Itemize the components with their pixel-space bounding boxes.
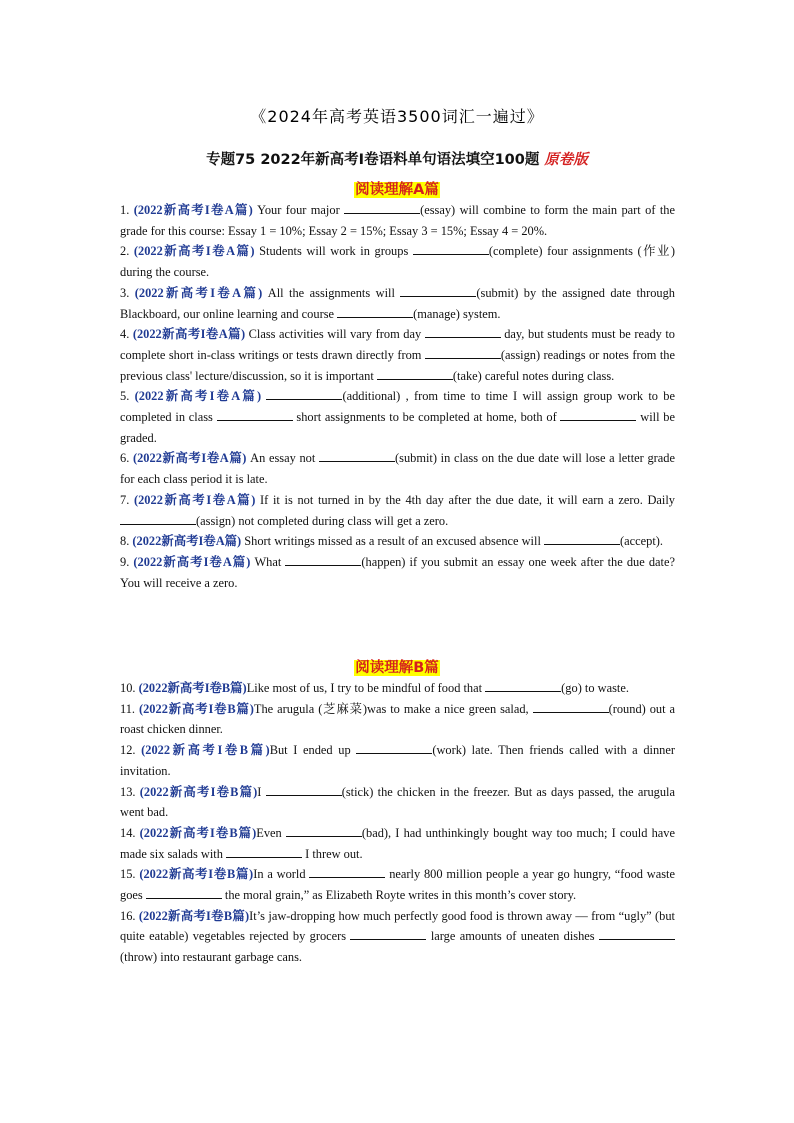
question-number: 12.	[120, 743, 136, 758]
question-number: 14.	[120, 825, 136, 840]
question-item	[120, 241, 675, 282]
question-source: (2022新高考I卷B篇)	[139, 867, 254, 882]
question-item	[120, 678, 675, 699]
answer-blank[interactable]	[350, 927, 426, 940]
question-number: 1.	[120, 203, 130, 217]
question-text: (accept).	[620, 534, 663, 549]
question-text: Students will work in groups	[254, 244, 413, 259]
question-text: All the assignments will	[262, 285, 401, 300]
question-text: large amounts of uneaten dishes	[426, 929, 599, 944]
answer-blank[interactable]	[485, 679, 561, 692]
question-text: (work) late. Then friends called with a dinner invitation.	[120, 743, 675, 778]
answer-blank[interactable]	[599, 927, 675, 940]
subtitle-version: 原卷版	[544, 152, 588, 168]
answer-blank[interactable]	[319, 449, 395, 462]
question-item	[120, 823, 675, 864]
question-number: 15.	[120, 867, 136, 882]
question-item	[120, 283, 675, 324]
question-item	[120, 864, 675, 905]
question-text: I threw out.	[302, 846, 363, 861]
document-title: 《2024年高考英语3500词汇一遍过》	[250, 107, 544, 126]
answer-blank[interactable]	[400, 284, 476, 297]
question-source: (2022新高考I卷A篇)	[132, 534, 242, 549]
question-number: 3.	[120, 285, 130, 300]
question-text: will be graded.	[120, 410, 675, 445]
question-item	[120, 552, 675, 593]
question-text: (stick) the chicken in the freezer. But as days passed, the arugula went bad.	[120, 784, 675, 820]
question-text: (take) careful notes during class.	[452, 368, 615, 383]
answer-blank[interactable]	[533, 700, 609, 713]
question-text: (happen) if you submit an essay one week after the due date? You will receive a zero.	[120, 554, 675, 590]
question-item	[120, 740, 675, 781]
section-heading-b: 阅读理解B篇	[355, 660, 439, 676]
section-b-questions	[120, 678, 675, 968]
question-text: An essay not	[246, 451, 319, 466]
answer-blank[interactable]	[226, 845, 302, 858]
question-item	[120, 782, 675, 823]
question-item	[120, 531, 675, 552]
question-source: (2022新高考I卷A篇)	[132, 327, 246, 342]
question-item	[120, 448, 675, 489]
question-number: 10.	[120, 681, 136, 695]
question-text: I	[257, 784, 266, 799]
question-text: the moral grain,” as Elizabeth Royte writes in this month’s cover story.	[221, 888, 577, 903]
subtitle-main: 专题75 2022年新高考I卷语料单句语法填空100题	[206, 152, 545, 168]
question-text: In a world	[253, 867, 310, 882]
question-text: (additional) , from time to time I will assign group work to be completed in class	[120, 389, 675, 425]
question-source: (2022新高考I卷B篇)	[138, 908, 250, 923]
answer-blank[interactable]	[266, 387, 342, 400]
answer-blank[interactable]	[560, 408, 636, 421]
question-text: What	[250, 554, 286, 569]
answer-blank[interactable]	[286, 824, 362, 837]
question-text: (manage) system.	[413, 306, 501, 321]
question-text: day, but students must be ready to complete short in-class writings or tests drawn directly from	[120, 327, 676, 362]
question-source: (2022新高考I卷A篇)	[134, 285, 263, 300]
answer-blank[interactable]	[413, 242, 489, 255]
question-text: nearly 800 million people a year go hungry, “food waste goes	[120, 867, 675, 903]
question-text: It’s jaw-dropping how much perfectly good food is thrown away — from “ugly” (but quite eatable) vegetables rejected by grocers	[120, 908, 675, 944]
question-source: (2022新高考I卷A篇)	[133, 203, 253, 217]
question-text: (round) out a roast chicken dinner.	[120, 701, 675, 737]
section-heading-a: 阅读理解A篇	[355, 182, 439, 198]
question-number: 11.	[120, 701, 136, 716]
answer-blank[interactable]	[217, 408, 293, 421]
answer-blank[interactable]	[120, 512, 196, 525]
question-text: Your four major	[252, 203, 345, 217]
question-text: (throw) into restaurant garbage cans.	[120, 950, 302, 965]
question-source: (2022新高考I卷A篇)	[133, 492, 256, 507]
answer-blank[interactable]	[309, 865, 385, 878]
question-text: Short writings missed as a result of an excused absence will	[241, 534, 544, 549]
question-source: (2022新高考I卷B篇)	[141, 743, 270, 758]
question-number: 16.	[120, 908, 136, 923]
question-item	[120, 386, 675, 448]
question-source: (2022新高考I卷B篇)	[139, 784, 258, 799]
answer-blank[interactable]	[377, 367, 453, 380]
answer-blank[interactable]	[356, 741, 432, 754]
answer-blank[interactable]	[266, 783, 342, 796]
question-number: 8.	[120, 534, 130, 549]
question-source: (2022新高考I卷A篇)	[132, 451, 247, 466]
question-text: (assign) not completed during class will get a zero.	[196, 513, 449, 528]
question-text: Even	[256, 825, 286, 840]
question-text: short assignments to be completed at home, both of	[292, 410, 561, 425]
question-item	[120, 699, 675, 740]
question-text: (assign) readings or notes from the previous class' lecture/discussion, so it is important	[120, 347, 675, 383]
question-number: 13.	[120, 784, 136, 799]
question-text: If it is not turned in by the 4th day after the due date, it will earn a zero. Daily	[255, 492, 675, 507]
question-text: (bad), I had unthinkingly bought way too much; I could have made six salads with	[120, 825, 675, 861]
question-text: The arugula (芝麻菜)was to make a nice green salad,	[253, 701, 533, 716]
answer-blank[interactable]	[425, 346, 501, 359]
question-number: 4.	[120, 327, 130, 342]
document-subtitle	[0, 148, 794, 169]
question-text: But I ended up	[269, 743, 357, 758]
question-text: (submit) by the assigned date through Blackboard, our online learning and course	[120, 285, 675, 321]
question-source: (2022新高考I卷B篇)	[138, 681, 247, 695]
question-text: Class activities will vary from day	[245, 327, 425, 342]
answer-blank[interactable]	[337, 305, 413, 318]
answer-blank[interactable]	[544, 532, 620, 545]
question-source: (2022新高考I卷A篇)	[133, 554, 251, 569]
question-source: (2022新高考I卷B篇)	[139, 825, 257, 840]
question-item	[120, 490, 675, 531]
question-text: (complete) four assignments (作业) during the course.	[120, 244, 675, 280]
question-text: (essay) will combine to form the main part of the grade for this course: Essay 1 = 10%; Essay 2 = 15%; Essay 3 = 15%; Essay 4 = 20%.	[120, 203, 675, 238]
answer-blank[interactable]	[285, 553, 361, 566]
question-number: 6.	[120, 451, 130, 466]
question-item	[120, 324, 675, 386]
question-source: (2022新高考I卷A篇)	[133, 244, 255, 259]
question-item	[120, 906, 675, 968]
question-source: (2022新高考I卷A篇)	[134, 389, 262, 404]
section-a-questions	[120, 200, 675, 593]
question-number: 2.	[120, 244, 130, 259]
answer-blank[interactable]	[425, 325, 501, 338]
question-text: Like most of us, I try to be mindful of food that	[246, 681, 486, 695]
question-text: (go) to waste.	[561, 681, 629, 695]
question-number: 7.	[120, 492, 130, 507]
question-number: 9.	[120, 554, 130, 569]
answer-blank[interactable]	[344, 201, 420, 214]
question-number: 5.	[120, 389, 130, 404]
question-source: (2022新高考I卷B篇)	[138, 701, 254, 716]
question-text: (submit) in class on the due date will lose a letter grade for each class period it is late.	[120, 451, 675, 487]
question-item	[120, 200, 675, 241]
answer-blank[interactable]	[146, 886, 222, 899]
